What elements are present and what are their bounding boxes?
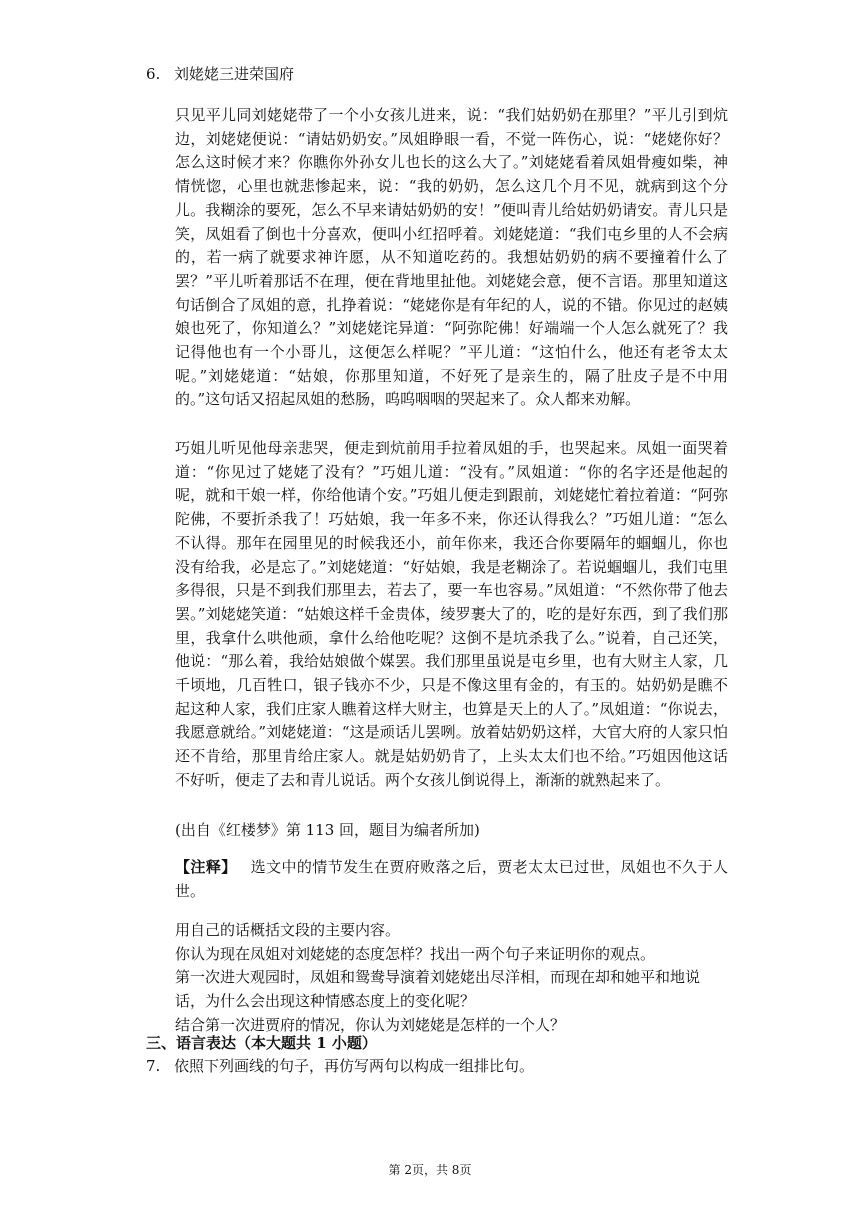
question-number: 7. [146,1057,161,1075]
sub-question: 第一次进大观园时，凤姐和鸳鸯导演着刘姥姥出尽洋相，而现在却和她平和地说话，为什么会出现这种情感态度上的变化呢？ [175,968,701,1011]
page-footer: 第 2页，共 8页 [388,1163,472,1177]
annotation-note [175,856,728,903]
annotation-tag: 【注释】 [175,858,237,876]
section-heading: 三、语言表达（本大题共 1 小题） [146,1034,377,1052]
sub-question-list [175,919,728,1038]
passage-paragraph-1: 只见平儿同刘姥姥带了一个小女孩儿进来，说：“我们姑奶奶在那里？”平儿引到炕边，刘姥姥便说：“请姑奶奶安。”凤姐睁眼一看，不觉一阵伤心，说：“姥姥你好？怎么这时候才来？你瞧你外孙女儿也长的这么大了。”刘姥姥看着凤姐骨瘦如柴，神情恍惚，心里也就悲惨起来，说：“我的奶奶，怎么这几个月不见，就病到这个分儿。我糊涂的要死，怎么不早来请姑奶奶的安！”便叫青儿给姑奶奶请安。青儿只是笑，凤姐看了倒也十分喜欢，便叫小红招呼着。刘姥姥道：“我们屯乡里的人不会病的，若一病了就要求神许愿，从不知道吃药的。我想姑奶奶的病不要撞着什么了罢？”平儿听着那话不在理，便在背地里扯他。刘姥姥会意，便不言语。那里知道这句话倒合了凤姐的意，扎挣着说：“姥姥你是有年纪的人，说的不错。你见过的赵姨娘也死了，你知道么？”刘姥姥诧异道：“阿弥陀佛！好端端一个人怎么就死了？我记得他也有一个小哥儿，这便怎么样呢？”平儿道：“这怕什么，他还有老爷太太呢。”刘姥姥道：“姑娘，你那里知道，不好死了是亲生的，隔了肚皮子是不中用的。”这句话又招起凤姐的愁肠，呜呜咽咽的哭起来了。众人都来劝解。 [175,106,728,409]
annotation-text: 选文中的情节发生在贾府败落之后，贾老太太已过世，凤姐也不久于人世。 [175,858,728,900]
question-title-text: 刘姥姥三进荣国府 [174,65,295,83]
passage-source: (出自《红楼梦》第 113 回，题目为编者所加) [175,821,480,839]
passage-paragraph-2: 巧姐儿听见他母亲悲哭，便走到炕前用手拉着凤姐的手，也哭起来。凤姐一面哭着道：“你见过了姥姥了没有？”巧姐儿道：“没有。”凤姐道：“你的名字还是他起的呢，就和干娘一样，你给他请个安。”巧姐儿便走到跟前，刘姥姥忙着拉着道：“阿弥陀佛，不要折杀我了！巧姑娘，我一年多不来，你还认得我么？”巧姐儿道：“怎么不认得。那年在园里见的时候我还小，前年你来，我还合你要隔年的蝈蝈儿，你也没有给我，必是忘了。”刘姥姥道：“好姑娘，我是老糊涂了。若说蝈蝈儿，我们屯里多得很，只是不到我们那里去，若去了，要一车也容易。”凤姐道：“不然你带了他去罢。”刘姥姥笑道：“姑娘这样千金贵体，绫罗裹大了的，吃的是好东西，到了我们那里，我拿什么哄他顽，拿什么给他吃呢？这倒不是坑杀我了么。”说着，自己还笑，他说：“那么着，我给姑娘做个媒罢。我们那里虽说是屯乡里，也有大财主人家，几千顷地，几百牲口，银子钱亦不少，只是不像这里有金的，有玉的。姑奶奶是瞧不起这种人家，我们庄家人瞧着这样大财主，也算是天上的人了。”凤姐道：“你说去，我愿意就给。”刘姥姥道：“这是顽话儿罢咧。放着姑奶奶这样，大官大府的人家只怕还不肯给，那里肯给庄家人。就是姑奶奶肯了，上头太太们也不给。”巧姐因他这话不好听，便走了去和青儿说话。两个女孩儿倒说得上，渐渐的就熟起来了。 [175,439,728,789]
sub-question: 结合第一次进贾府的情况，你认为刘姥姥是怎样的一个人？ [175,1015,566,1034]
question-7 [146,1056,534,1076]
question-text: 依照下列画线的句子，再仿写两句以构成一组排比句。 [174,1057,535,1075]
question-6-title [146,64,294,84]
question-number: 6. [146,65,161,83]
sub-question: 你认为现在凤姐对刘姥姥的态度怎样？找出一两个句子来证明你的观点。 [175,944,656,963]
sub-question: 用自己的话概括文段的主要内容。 [175,921,401,939]
